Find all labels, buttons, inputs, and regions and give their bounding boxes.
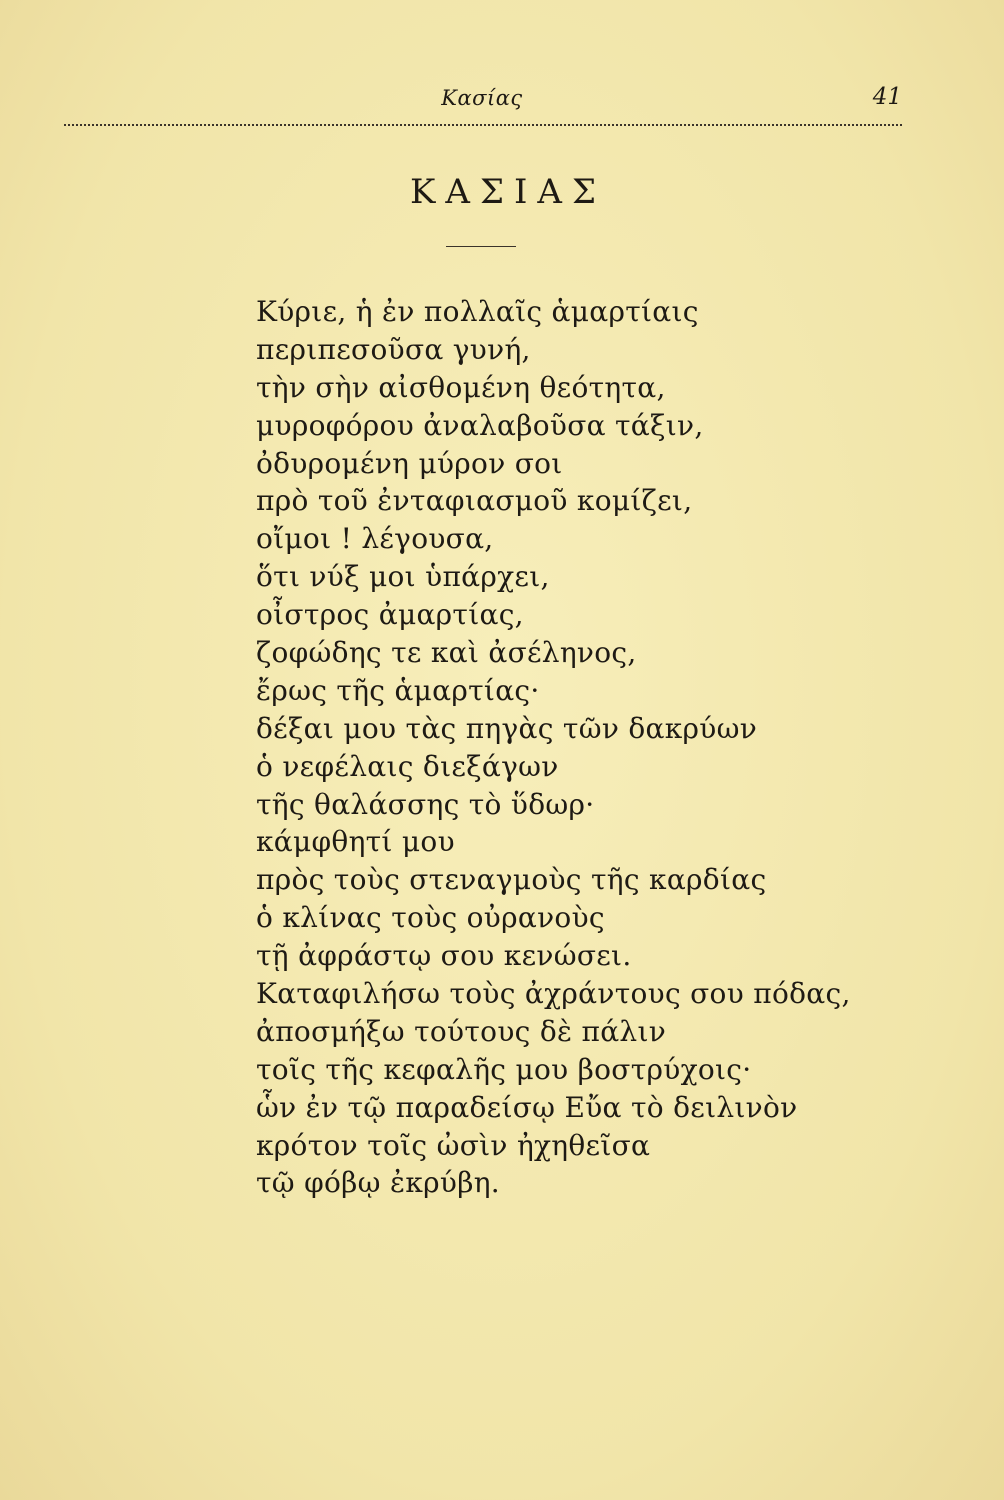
page-header bbox=[62, 82, 902, 122]
poem-line: ἀποσμήξω τούτους δὲ πάλιν bbox=[256, 1014, 667, 1048]
poem-line: περιπεσοῦσα γυνή, bbox=[256, 332, 531, 366]
poem-line: οἴμοι ! λέγουσα, bbox=[256, 522, 494, 556]
poem-line: τῇ ἀφράστῳ σου κενώσει. bbox=[256, 939, 632, 973]
poem-line: δέξαι μου τὰς πηγὰς τῶν δακρύων bbox=[256, 711, 758, 745]
poem-line: τῷ φόβῳ ἐκρύβη. bbox=[256, 1166, 500, 1200]
title-rule bbox=[446, 246, 516, 247]
poem-line: πρὸ τοῦ ἐνταφιασμοῦ κομίζει, bbox=[256, 484, 693, 518]
poem-title: ΚΑΣΙΑΣ bbox=[409, 172, 607, 212]
header-dotted-rule bbox=[64, 124, 902, 126]
poem-line: κρότον τοῖς ὠσὶν ἠχηθεῖσα bbox=[256, 1128, 651, 1162]
poem-line: ὅτι νύξ μοι ὑπάρχει, bbox=[256, 560, 550, 594]
poem-line: κάμφθητί μου bbox=[256, 825, 455, 859]
poem-line: ὧν ἐν τῷ παραδείσῳ Εὔα τὸ δειλινὸν bbox=[256, 1090, 798, 1124]
poem-line: ἔρως τῆς ἁμαρτίας· bbox=[256, 673, 540, 707]
poem-line: οἶστρος ἀμαρτίας, bbox=[256, 598, 524, 632]
poem-line: Κύριε, ἡ ἐν πολλαῖς ἁμαρτίαις bbox=[256, 295, 699, 328]
page-number: 41 bbox=[872, 84, 902, 110]
poem-line: Καταφιλήσω τοὺς ἀχράντους σου πόδας, bbox=[256, 977, 851, 1011]
poem-line: πρὸς τοὺς στεναγμοὺς τῆς καρδίας bbox=[256, 863, 767, 897]
poem-line: ὁ νεφέλαις διεξάγων bbox=[256, 749, 559, 783]
poem-line: τὴν σὴν αἰσθομένη θεότητα, bbox=[256, 370, 666, 404]
poem-line: τοῖς τῆς κεφαλῆς μου βοστρύχοις· bbox=[256, 1052, 752, 1086]
poem-line: ζοφώδης τε καὶ ἀσέληνος, bbox=[256, 636, 637, 670]
poem-line: ὀδυρομένη μύρον σοι bbox=[256, 446, 563, 480]
poem-line: τῆς θαλάσσης τὸ ὕδωρ· bbox=[256, 787, 595, 821]
poem-line: ὁ κλίνας τοὺς οὐρανοὺς bbox=[256, 901, 605, 935]
running-head: Κασίας bbox=[441, 86, 523, 110]
poem-text bbox=[256, 293, 916, 1202]
poem-line: μυροφόρου ἀναλαβοῦσα τάξιν, bbox=[256, 408, 704, 442]
